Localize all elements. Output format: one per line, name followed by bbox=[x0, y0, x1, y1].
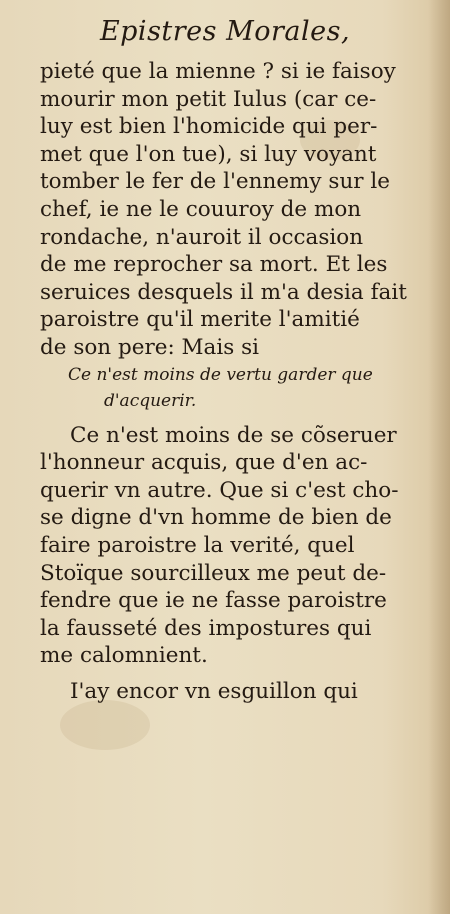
text-line: Stoïque sourcilleux me peut de- bbox=[40, 560, 387, 586]
text-line: querir vn autre. Que si c'est cho- bbox=[40, 477, 399, 503]
text-line: seruices desquels il m'a desia fait bbox=[40, 279, 407, 305]
text-line: luy est bien l'homicide qui per- bbox=[40, 114, 378, 140]
paper-stain bbox=[60, 700, 150, 750]
running-header: Epistres Morales, bbox=[99, 16, 351, 47]
text-line: fendre que ie ne fasse paroistre bbox=[40, 588, 387, 614]
text-line: rondache, n'auroit il occasion bbox=[40, 224, 364, 250]
page-body bbox=[40, 58, 420, 705]
text-line: pieté que la mienne ? si ie faisoy bbox=[40, 59, 396, 84]
text-line: chef, ie ne le couuroy de mon bbox=[40, 196, 362, 222]
text-line: de me reprocher sa mort. Et les bbox=[40, 252, 388, 278]
marginal-quote-line: Ce n'est moins de vertu garder que bbox=[68, 364, 373, 385]
text-line: tomber le fer de l'ennemy sur le bbox=[40, 169, 391, 195]
text-line: Ce n'est moins de se cõseruer bbox=[70, 422, 397, 448]
text-line: met que l'on tue), si luy voyant bbox=[40, 141, 377, 167]
page-edge-shadow bbox=[428, 0, 450, 914]
text-line: mourir mon petit Iulus (car ce- bbox=[40, 86, 377, 112]
text-line: de son pere: Mais si bbox=[40, 334, 260, 360]
text-line: faire paroistre la verité, quel bbox=[40, 532, 355, 558]
text-line: me calomnient. bbox=[40, 643, 208, 669]
text-line: l'honneur acquis, que d'en ac- bbox=[40, 450, 368, 476]
text-line: paroistre qu'il merite l'amitié bbox=[40, 307, 360, 333]
text-line: I'ay encor vn esguillon qui bbox=[70, 678, 358, 704]
marginal-quote-line: d'acquerir. bbox=[104, 390, 197, 411]
text-line: se digne d'vn homme de bien de bbox=[40, 505, 392, 531]
text-line: la fausseté des impostures qui bbox=[40, 615, 372, 641]
